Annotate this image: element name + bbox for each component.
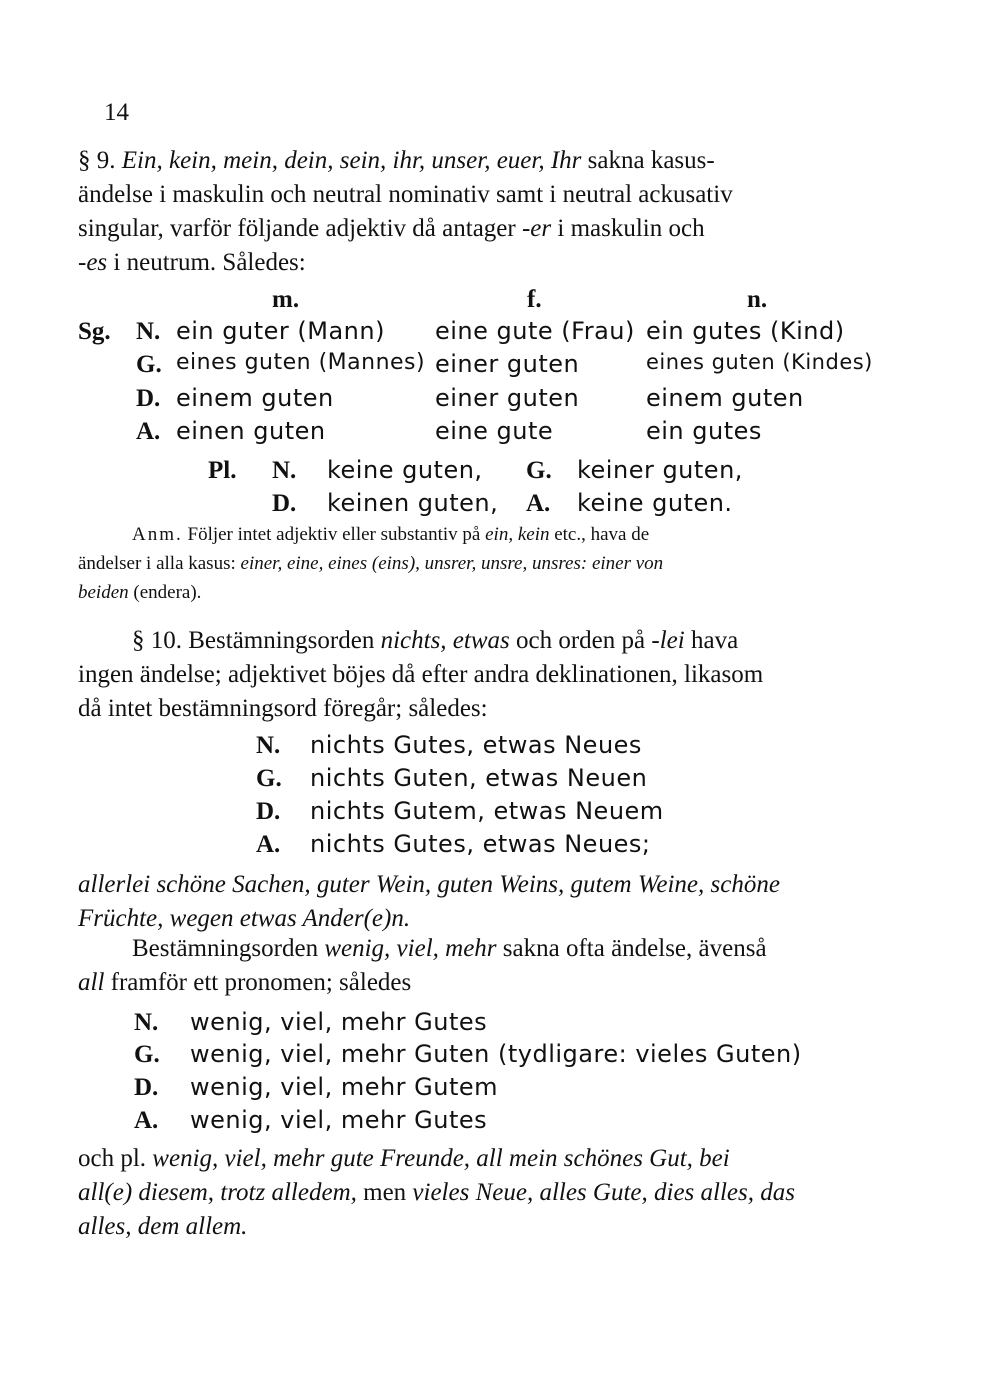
examples-line-2: Früchte, wegen etwas Ander(e)n. [78,905,411,932]
section-10-line-3: då intet bestämningsord föregår; således: [78,695,488,722]
text-run: och orden på [509,627,652,654]
examples-line-1: allerlei schöne Sachen, guter Wein, guten Weins, gutem Weine, schöne [78,871,780,898]
section-9-line-4 [78,246,306,280]
text-run: men [356,1179,413,1206]
declension-cell: ein gutes (Kind) [646,317,845,345]
ending-es: -es [78,249,108,276]
example-cell: nichts Gutem, etwas Neuem [310,797,664,825]
declension-cell: keine guten, [327,456,483,484]
section-10-heading: § 10. Bestämningsorden [132,627,381,654]
case-label: A. [256,831,281,858]
text-run: -lei [651,627,685,654]
declension-cell: einer guten [435,350,580,378]
declension-cell: keinen guten, [327,489,499,517]
text-run: hava [684,627,739,654]
example-cell: nichts Gutes, etwas Neues; [310,830,651,858]
case-label: G. [134,1041,160,1068]
example-cell: wenig, viel, mehr Gutes [190,1106,488,1134]
example-cell: nichts Gutes, etwas Neues [310,731,642,759]
declension-cell: eines guten (Mannes) [176,350,426,375]
note-line-3 [78,580,201,606]
text-run: singular, varför följande adjektiv då antager [78,215,522,242]
text-run: beiden [78,582,129,603]
note-label: Anm. [132,524,183,545]
text-run: ein, kein [485,524,550,545]
example-cell: nichts Guten, etwas Neuen [310,764,648,792]
example-cell: wenig, viel, mehr Guten (tydligare: vieles Guten) [190,1040,802,1068]
text-run: och pl. [78,1145,153,1172]
text-run: i neutrum. Således: [107,249,306,276]
text-run: wenig, viel, mehr gute Freunde, all mein schönes Gut, bei [152,1145,730,1172]
case-label: N. [134,1009,159,1036]
declension-cell: einem guten [646,384,804,412]
note-line-2 [78,551,663,577]
section-9-line-2: ändelse i maskulin och neutral nominativ samt i neutral ackusativ [78,181,733,208]
text-run: einer, eine, eines (eins), unsrer, unsre, unsres: einer von [240,553,664,574]
text-run: wenig, viel, mehr [324,935,497,962]
case-label: D. [256,798,281,825]
case-label: N. [272,457,297,484]
example-cell: wenig, viel, mehr Gutem [190,1073,499,1101]
declension-cell: ein guter (Mann) [176,317,385,345]
text-run: all [78,969,105,996]
header-feminine: f. [527,286,542,313]
declension-cell: eine gute (Frau) [435,317,635,345]
wenig-line-1 [132,932,767,966]
final-line-3: alles, dem allem. [78,1213,248,1240]
declension-cell: keiner guten, [577,456,743,484]
text-run: Följer intet adjektiv eller substantiv på [182,524,486,545]
example-cell: wenig, viel, mehr Gutes [190,1008,488,1036]
page-number: 14 [104,99,129,126]
note-line-1 [132,522,880,548]
header-masculine: m. [272,286,300,313]
declension-cell: einen guten [176,417,326,445]
final-line-1 [78,1142,880,1176]
declension-cell: keine guten. [577,489,733,517]
case-label: A. [526,490,551,517]
declension-cell: einer guten [435,384,580,412]
text-run: sakna kasus- [581,147,715,174]
wenig-line-2 [78,966,411,1000]
ending-er: -er [521,215,552,242]
case-label: A. [136,418,161,445]
section-9-heading: § 9. [78,147,122,174]
final-line-2 [78,1176,880,1210]
case-label: G. [136,351,162,378]
section-10-line-2: ingen ändelse; adjektivet böjes då efter andra deklinationen, likasom [78,661,764,688]
text-run: i maskulin och [551,215,705,242]
case-label: N. [256,732,281,759]
plural-label: Pl. [208,457,237,484]
case-label: G. [526,457,552,484]
text-run: ändelser i alla kasus: [78,553,241,574]
case-label: N. [136,318,161,345]
text-run: etc., hava de [549,524,650,545]
text-run: vieles Neue, alles Gute, dies alles, das [412,1179,795,1206]
section-9-line-3 [78,212,880,246]
text-run: all(e) diesem, trotz alledem, [78,1179,357,1206]
case-label: G. [256,765,282,792]
declension-cell: ein gutes [646,417,762,445]
case-label: D. [272,490,297,517]
case-label: D. [136,385,161,412]
case-label: A. [134,1107,159,1134]
text-run: Bestämningsorden [132,935,325,962]
pronoun-list: Ein, kein, mein, dein, sein, ihr, unser, euer, Ihr [121,147,582,174]
declension-cell: eine gute [435,417,554,445]
text-run: framför ett pronomen; således [104,969,412,996]
section-9-line-1 [78,144,880,178]
text-run: nichts, etwas [380,627,510,654]
declension-cell: einem guten [176,384,334,412]
section-10-line-1 [132,624,738,658]
case-label: D. [134,1074,159,1101]
singular-label: Sg. [78,318,111,345]
declension-cell: eines guten (Kindes) [646,350,873,374]
text-run: (endera). [128,582,202,603]
header-neuter: n. [747,286,768,313]
text-run: sakna ofta ändelse, ävenså [496,935,767,962]
